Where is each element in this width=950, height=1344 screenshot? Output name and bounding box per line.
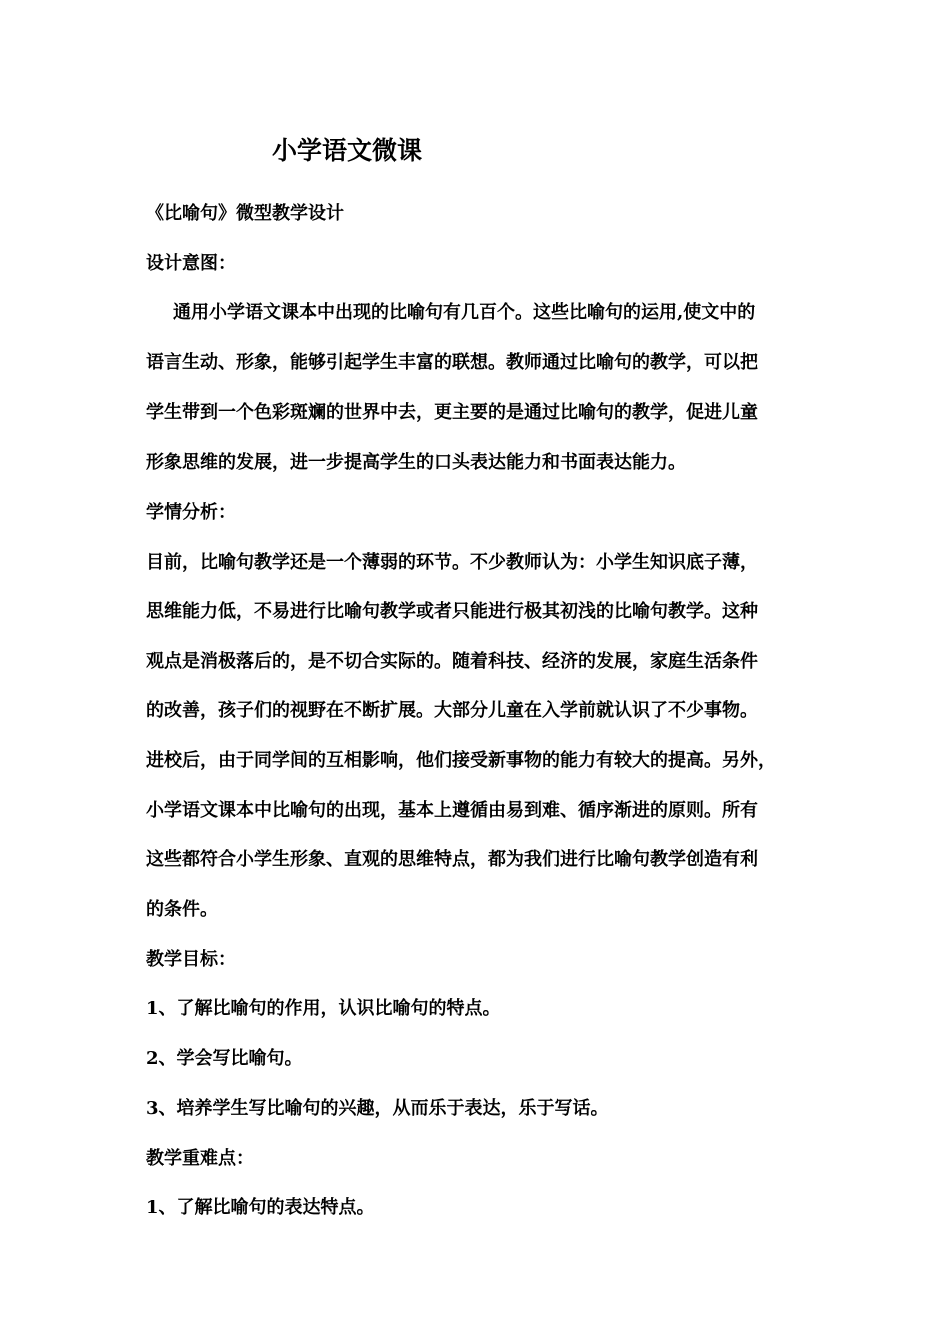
objective-item: 2、学会写比喻句。 — [146, 1048, 303, 1069]
analysis-line: 的改善，孩子们的视野在不断扩展。大部分儿童在入学前就认识了不少事物。 — [146, 700, 758, 721]
analysis-line: 小学语文课本中比喻句的出现，基本上遵循由易到难、循序渐进的原则。所有 — [146, 800, 758, 821]
analysis-line: 进校后，由于同学间的互相影响，他们接受新事物的能力有较大的提高。另外， — [146, 750, 776, 771]
analysis-line: 这些都符合小学生形象、直观的思维特点，都为我们进行比喻句教学创造有利 — [146, 849, 758, 870]
key-point-item: 1、了解比喻句的表达特点。 — [146, 1197, 375, 1218]
design-intent-heading: 设计意图： — [146, 253, 236, 274]
objectives-heading: 教学目标： — [146, 949, 236, 970]
design-intent-line: 通用小学语文课本中出现的比喻句有几百个。这些比喻句的运用,使文中的 — [173, 302, 756, 323]
document-subtitle: 《比喻句》微型教学设计 — [146, 203, 344, 224]
analysis-line: 思维能力低，不易进行比喻句教学或者只能进行极其初浅的比喻句教学。这种 — [146, 601, 758, 622]
key-points-heading: 教学重难点： — [146, 1148, 254, 1169]
design-intent-line: 语言生动、形象，能够引起学生丰富的联想。教师通过比喻句的教学，可以把 — [146, 352, 758, 373]
analysis-line: 的条件。 — [146, 899, 218, 920]
objective-item: 3、培养学生写比喻句的兴趣，从而乐于表达，乐于写话。 — [146, 1098, 609, 1119]
analysis-heading: 学情分析： — [146, 502, 236, 523]
design-intent-line: 形象思维的发展，进一步提高学生的口头表达能力和书面表达能力。 — [146, 452, 686, 473]
document-title: 小学语文微课 — [272, 136, 423, 165]
design-intent-line: 学生带到一个色彩斑斓的世界中去，更主要的是通过比喻句的教学，促进儿童 — [146, 402, 758, 423]
analysis-line: 目前，比喻句教学还是一个薄弱的环节。不少教师认为：小学生知识底子薄， — [146, 552, 758, 573]
analysis-line: 观点是消极落后的，是不切合实际的。随着科技、经济的发展，家庭生活条件 — [146, 651, 758, 672]
objective-item: 1、了解比喻句的作用，认识比喻句的特点。 — [146, 998, 501, 1019]
